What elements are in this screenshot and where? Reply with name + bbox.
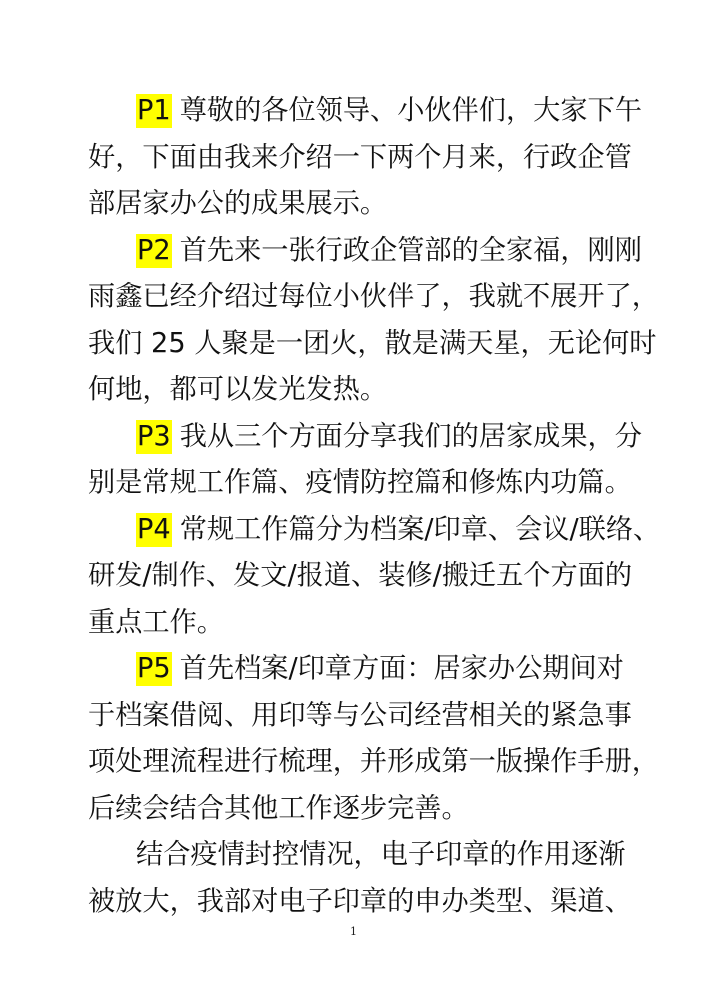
paragraph-line — [88, 135, 633, 182]
paragraph-line — [88, 228, 642, 275]
paragraph-line — [88, 88, 642, 135]
paragraph-line — [88, 460, 633, 507]
paragraph — [88, 88, 642, 228]
line-text: 尊敬的各位领导、小伙伴们，大家下午 — [179, 95, 642, 126]
line-text: 我从三个方面分享我们的居家成果，分 — [179, 420, 642, 452]
paragraph-line — [88, 181, 633, 228]
line-text: 雨鑫已经介绍过每位小伙伴了，我就不展开了， — [88, 281, 659, 312]
paragraph-line — [88, 553, 633, 600]
paragraph-tag: P3 — [137, 420, 171, 452]
paragraph-line — [88, 693, 633, 740]
line-text: 后续会结合其他工作逐步完善。 — [88, 792, 469, 824]
line-text: 我们 25 人聚是一团火，散是满天星，无论何时 — [88, 327, 657, 359]
paragraph-line — [88, 600, 633, 647]
line-text: 部居家办公的成果展示。 — [88, 188, 388, 219]
line-text: 常规工作篇分为档案/印章、会议/联络、 — [179, 513, 661, 545]
line-text: 重点工作。 — [88, 606, 224, 638]
paragraph-line — [88, 646, 633, 693]
paragraph-line — [88, 274, 659, 321]
paragraph — [88, 832, 633, 925]
paragraph-line — [88, 414, 642, 461]
line-text: 何地，都可以发光发热。 — [88, 374, 388, 405]
paragraph — [88, 646, 659, 832]
paragraph-line — [88, 786, 633, 833]
paragraph-line — [88, 739, 659, 786]
paragraph-tag: P1 — [137, 95, 171, 126]
line-text: 好，下面由我来介绍一下两个月来，行政企管 — [88, 141, 632, 173]
body-text — [88, 88, 661, 925]
page-number: 1 — [350, 925, 357, 938]
line-text: 首先来一张行政企管部的全家福，刚刚 — [179, 234, 642, 266]
paragraph-tag: P5 — [137, 653, 171, 684]
paragraph-line — [88, 367, 633, 414]
paragraph-line — [88, 832, 633, 879]
paragraph-tag: P4 — [137, 513, 171, 545]
line-text: 结合疫情封控情况，电子印章的作用逐渐 — [136, 839, 626, 870]
paragraph-line — [88, 879, 633, 926]
paragraph-line — [88, 321, 657, 368]
line-text: 项处理流程进行梳理，并形成第一版操作手册， — [88, 746, 659, 777]
paragraph — [88, 507, 661, 647]
line-text: 研发/制作、发文/报道、装修/搬迁五个方面的 — [88, 560, 633, 591]
paragraph-line — [88, 507, 661, 554]
paragraph — [88, 228, 659, 414]
paragraph — [88, 414, 642, 507]
line-text: 首先档案/印章方面：居家办公期间对 — [179, 653, 624, 684]
line-text: 别是常规工作篇、疫情防控篇和修炼内功篇。 — [88, 467, 632, 498]
paragraph-tag: P2 — [137, 234, 171, 266]
line-text: 被放大，我部对电子印章的申办类型、渠道、 — [88, 885, 632, 917]
line-text: 于档案借阅、用印等与公司经营相关的紧急事 — [88, 699, 632, 731]
